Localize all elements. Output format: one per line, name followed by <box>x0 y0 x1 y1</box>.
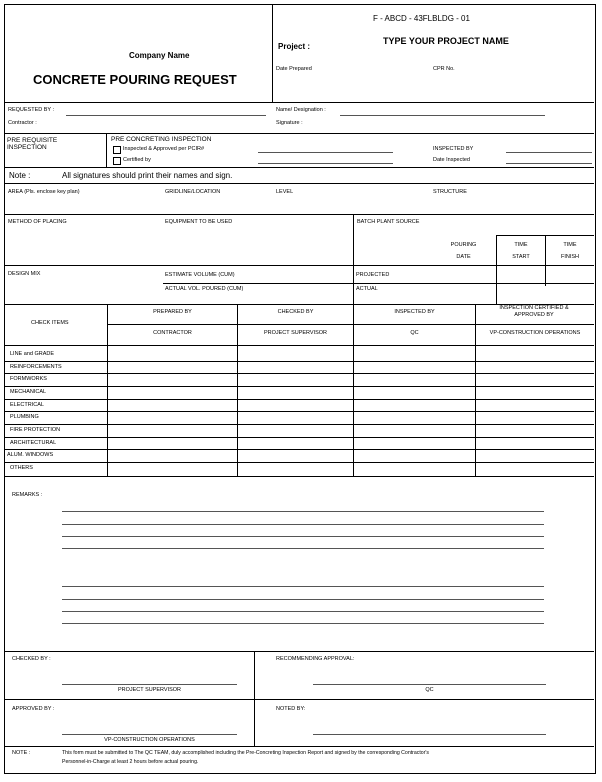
checked-by-signature-line[interactable] <box>62 684 237 685</box>
remarks-line[interactable] <box>62 524 544 525</box>
certified-col-label: INSPECTION CERTIFIED & APPROVED BY <box>499 305 569 319</box>
projected-label: PROJECTED <box>356 272 390 278</box>
approved-by-signature-line[interactable] <box>62 734 237 735</box>
method-label: METHOD OF PLACING <box>8 219 67 225</box>
remarks-line[interactable] <box>62 548 544 549</box>
remarks-label: REMARKS : <box>12 492 43 498</box>
remarks-line[interactable] <box>62 623 544 624</box>
qc-col-label: QC <box>410 330 419 336</box>
date-prepared-label: Date Prepared <box>276 66 312 72</box>
check-row-rule <box>5 424 594 425</box>
prereq-label: PRE REQUISITE INSPECTION <box>7 137 58 152</box>
check-row-rule <box>5 399 594 400</box>
date-inspected-label: Date Inspected <box>433 157 470 163</box>
contractor-col-label: CONTRACTOR <box>153 330 192 336</box>
header-divider <box>272 5 273 102</box>
check-header-bottom-rule <box>5 345 594 346</box>
inspected-by-label: INSPECTED BY <box>433 146 474 152</box>
batch-plant-label: BATCH PLANT SOURCE <box>357 219 420 225</box>
check-row-rule <box>5 386 594 387</box>
pre-concreting-label: PRE CONCRETING INSPECTION <box>111 136 212 143</box>
check-item-formworks: FORMWORKS <box>10 376 47 382</box>
certified-line[interactable] <box>258 163 393 164</box>
check-items-label: CHECK ITEMS <box>31 320 69 326</box>
check-col-4 <box>475 304 476 476</box>
estimate-volume-label: ESTIMATE VOLUME (CUM) <box>165 272 235 278</box>
pour-header-top <box>496 235 594 236</box>
requested-by-line[interactable] <box>66 115 266 116</box>
inspected-by-line[interactable] <box>506 152 592 153</box>
noted-by-signature-line[interactable] <box>313 734 546 735</box>
inspected-by-col-label: INSPECTED BY <box>394 309 435 315</box>
check-row-rule <box>5 449 594 450</box>
approved-by-role: VP-CONSTRUCTION OPERATIONS <box>104 737 195 743</box>
remarks-bottom-rule <box>5 651 594 652</box>
date-inspected-line[interactable] <box>506 163 592 164</box>
time-finish-label-2: FINISH <box>560 254 580 260</box>
check-item-electrical: ELECTRICAL <box>10 402 44 408</box>
check-row-rule <box>5 462 594 463</box>
note-bottom-rule <box>5 183 594 184</box>
equipment-label: EQUIPMENT TO BE USED <box>165 219 233 225</box>
check-col-3 <box>353 304 354 476</box>
placing-bottom-rule <box>5 265 594 266</box>
signoff-bottom-rule <box>5 746 594 747</box>
prereq-bottom-rule <box>5 167 594 168</box>
check-col-2 <box>237 304 238 476</box>
certified-option-label: Certified by <box>123 157 151 163</box>
company-name: Company Name <box>129 51 190 60</box>
footer-note-label: NOTE : <box>12 750 31 756</box>
form-title: CONCRETE POURING REQUEST <box>33 72 237 87</box>
noted-by-label: NOTED BY: <box>276 706 306 712</box>
prereq-divider <box>106 133 107 167</box>
area-label: AREA (Pls. enclose key plan) <box>8 189 80 195</box>
location-bottom-rule <box>5 214 594 215</box>
name-designation-line[interactable] <box>340 115 545 116</box>
recommending-signature-line[interactable] <box>313 684 546 685</box>
check-item-alum-windows: ALUM. WINDOWS <box>7 452 54 458</box>
name-designation-label: Name/ Designation : <box>276 107 326 113</box>
remarks-line[interactable] <box>62 536 544 537</box>
checked-by-col-label: CHECKED BY <box>277 309 314 315</box>
check-subheader-rule <box>107 324 594 325</box>
pouring-label: POURING <box>450 242 477 248</box>
level-label: LEVEL <box>276 189 294 195</box>
project-supervisor-col-label: PROJECT SUPERVISOR <box>263 330 328 336</box>
time-finish-label-1: TIME <box>563 242 577 248</box>
request-bottom-rule <box>5 133 594 134</box>
pcir-checkbox[interactable] <box>113 146 121 154</box>
recommending-label: RECOMMENDING APPROVAL: <box>276 656 355 662</box>
pcir-line[interactable] <box>258 152 393 153</box>
contractor-label: Contractor : <box>8 120 37 126</box>
time-start-label-2: START <box>512 254 530 260</box>
design-mix-label: DESIGN MIX <box>8 271 41 277</box>
time-start-label-1: TIME <box>514 242 528 248</box>
check-row-rule <box>5 373 594 374</box>
project-name[interactable]: TYPE YOUR PROJECT NAME <box>383 36 509 46</box>
remarks-line[interactable] <box>62 586 544 587</box>
header-bottom-rule <box>5 102 594 103</box>
actual-volume-label: ACTUAL VOL. POURED (CUM) <box>165 286 244 292</box>
footer-note-line-1: This form must be submitted to The QC TEAM, duly accomplished including the Pre-Concreting Inspection Report and signed by the corresponding Contractor's <box>62 750 429 756</box>
vp-col-label: VP-CONSTRUCTION OPERATIONS <box>489 330 581 336</box>
note-label: Note : <box>9 171 31 180</box>
check-row-rule <box>5 361 594 362</box>
signoff-middle-rule <box>5 699 594 700</box>
requested-by-label: REQUESTED BY : <box>8 107 55 113</box>
pouring-date-label: DATE <box>456 254 471 260</box>
check-item-mechanical: MECHANICAL <box>10 389 47 395</box>
prepared-by-label: PREPARED BY <box>153 309 192 315</box>
check-item-line-grade: LINE and GRADE <box>10 351 55 357</box>
check-item-architectural: ARCHITECTURAL <box>10 440 57 446</box>
recommending-role: QC <box>425 687 434 693</box>
check-item-plumbing: PLUMBING <box>10 414 39 420</box>
structure-label: STRUCTURE <box>433 189 467 195</box>
check-row-rule <box>5 411 594 412</box>
project-label: Project : <box>278 42 311 51</box>
note-text: All signatures should print their names and sign. <box>62 171 233 180</box>
check-item-others: OTHERS <box>10 465 33 471</box>
batch-divider <box>353 214 354 304</box>
check-row-rule <box>5 437 594 438</box>
remarks-line[interactable] <box>62 599 544 600</box>
checked-by-role: PROJECT SUPERVISOR <box>117 687 182 693</box>
form-code: F - ABCD - 43FLBLDG - 01 <box>373 14 470 23</box>
gridline-label: GRIDLINE/LOCATION <box>165 189 221 195</box>
pcir-option-label: Inspected & Approved per PCIR# <box>123 146 205 152</box>
remarks-line[interactable] <box>62 611 544 612</box>
check-col-1 <box>107 304 108 476</box>
estimate-volume-rule <box>163 283 594 284</box>
checked-by-label: CHECKED BY : <box>12 656 51 662</box>
check-table-bottom-rule <box>5 476 594 477</box>
footer-note-line-2: Personnel-in-Charge at least 2 hours before actual pouring. <box>62 759 199 765</box>
signature-label: Signature : <box>276 120 303 126</box>
cpr-no-label: CPR No. <box>433 66 455 72</box>
check-item-reinforcements: REINFORCEMENTS <box>10 364 62 370</box>
approved-by-label: APPROVED BY : <box>12 706 55 712</box>
certified-checkbox[interactable] <box>113 157 121 165</box>
actual-label: ACTUAL <box>356 286 378 292</box>
check-item-fire-protection: FIRE PROTECTION <box>10 427 61 433</box>
remarks-line[interactable] <box>62 511 544 512</box>
